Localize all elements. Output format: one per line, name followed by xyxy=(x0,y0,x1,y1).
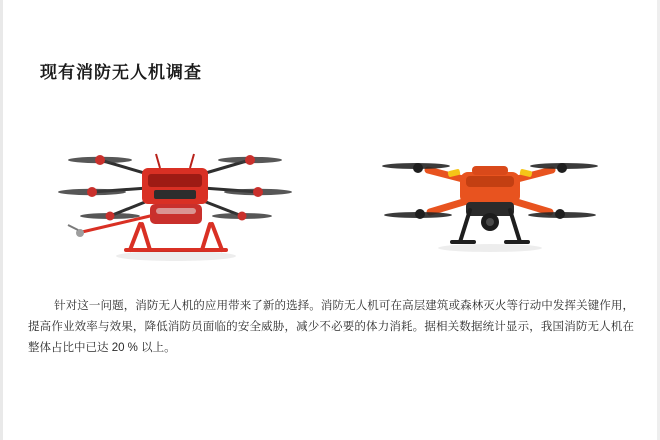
body-paragraph-text: 针对这一问题，消防无人机的应用带来了新的选择。消防无人机可在高层建筑或森林灭火等行动中发挥关键作用，提高作业效率与效果，降低消防员面临的安全威胁，减少不必要的体力消耗。据相关数据统计显示，我国消防无人机在整体占比中已达 20 % 以上。 xyxy=(28,300,634,354)
firefighting-drone-quadcopter-photo xyxy=(360,120,620,270)
figures-row xyxy=(0,120,660,270)
body-paragraph xyxy=(28,296,634,359)
page-title: 现有消防无人机调查 xyxy=(40,63,202,82)
firefighting-drone-hexacopter-photo xyxy=(30,120,320,270)
